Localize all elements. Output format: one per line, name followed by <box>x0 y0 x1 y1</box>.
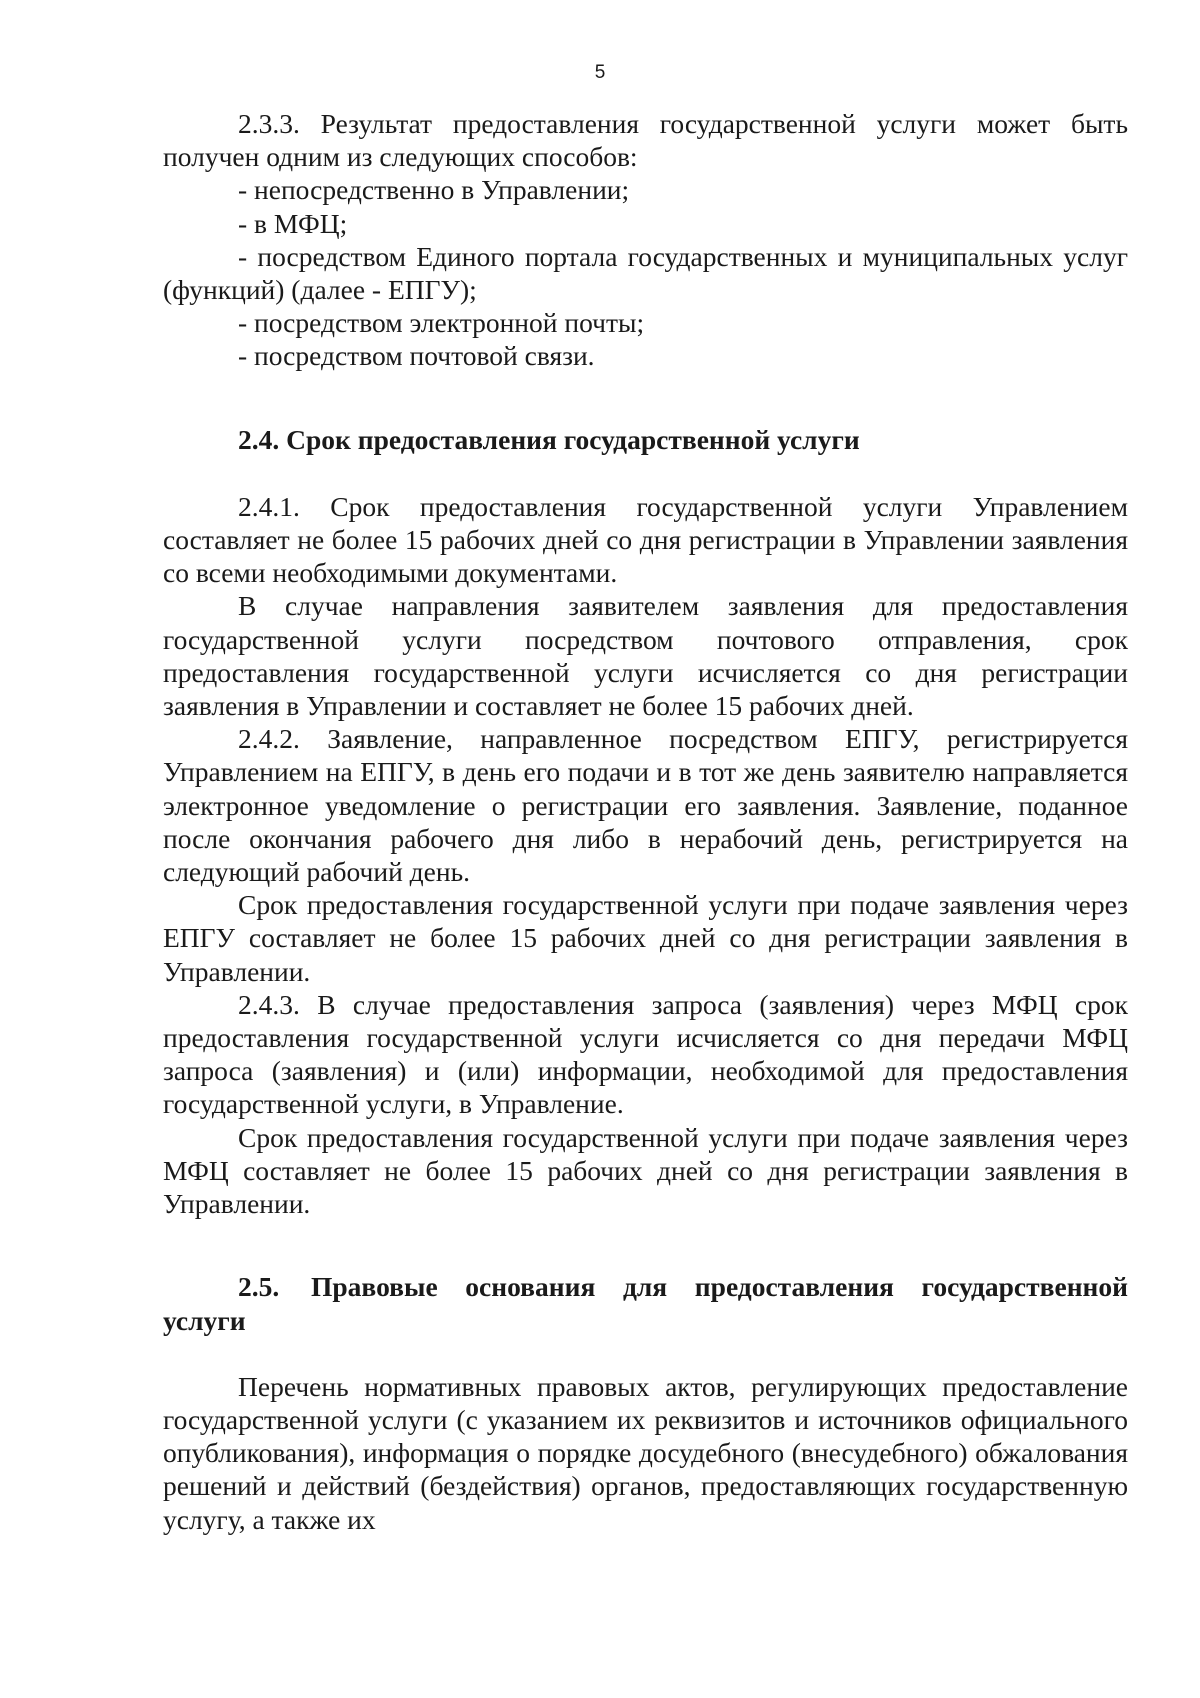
paragraph-epgu-term: Срок предоставления государственной услуги при подаче заявления через ЕПГУ составляет не более 15 рабочих дней со дня регистрации заявления в Управлении. <box>163 889 1128 987</box>
paragraph-2-4-1: 2.4.1. Срок предоставления государственной услуги Управлением составляет не более 15 рабочих дней со дня регистрации в Управлении заявления со всеми необходимыми документами. <box>163 490 1128 589</box>
paragraph-2-4-2: 2.4.2. Заявление, направленное посредством ЕПГУ, регистрируется Управлением на ЕПГУ, в день его подачи и в тот же день заявителю направляется электронное уведомление о регистрации его заявления. Заявление, поданное после окончания рабочего дня либо в нерабочий день, регистрируется на следующий рабочий день. <box>163 723 1128 888</box>
document-body <box>163 107 1128 1536</box>
list-item-email: - посредством электронной почты; <box>238 307 645 339</box>
paragraph-2-3-3: 2.3.3. Результат предоставления государственной услуги может быть получен одним из следующих способов: <box>163 108 1128 173</box>
paragraph-legal-basis: Перечень нормативных правовых актов, регулирующих предоставление государственной услуги (с указанием их реквизитов и источников официального опубликования), информация о порядке досудебного (внесудебного) обжалования решений и действий (бездействия) органов, предоставляющих государственную услугу, а также их <box>163 1370 1128 1535</box>
list-item-post: - посредством почтовой связи. <box>238 340 595 372</box>
list-item-office: - непосредственно в Управлении; <box>238 174 630 206</box>
heading-2-5-number: 2.5. <box>238 1271 280 1303</box>
heading-2-4: 2.4. Срок предоставления государственной услуги <box>238 423 860 455</box>
page-number: 5 <box>594 62 606 83</box>
paragraph-postal-case: В случае направления заявителем заявления для предоставления государственной услуги посредством почтового отправления, срок предоставления государственной услуги исчисляется со дня регистрации заявления в Управлении и составляет не более 15 рабочих дней. <box>163 590 1128 722</box>
paragraph-2-4-3: 2.4.3. В случае предоставления запроса (заявления) через МФЦ срок предоставления государственной услуги исчисляется со дня передачи МФЦ запроса (заявления) и (или) информации, необходимой для предоставления государственной услуги, в Управление. <box>163 988 1128 1120</box>
list-item-mfc: - в МФЦ; <box>238 207 348 239</box>
list-item-epgu: - посредством Единого портала государственных и муниципальных услуг (функций) (далее - ЕПГУ); <box>163 240 1128 306</box>
heading-2-5-text: Правовые основания для предоставления государственной услуги <box>163 1271 1128 1336</box>
paragraph-mfc-term: Срок предоставления государственной услуги при подаче заявления через МФЦ составляет не более 15 рабочих дней со дня регистрации заявления в Управлении. <box>163 1121 1128 1220</box>
heading-2-5 <box>163 1270 1128 1336</box>
